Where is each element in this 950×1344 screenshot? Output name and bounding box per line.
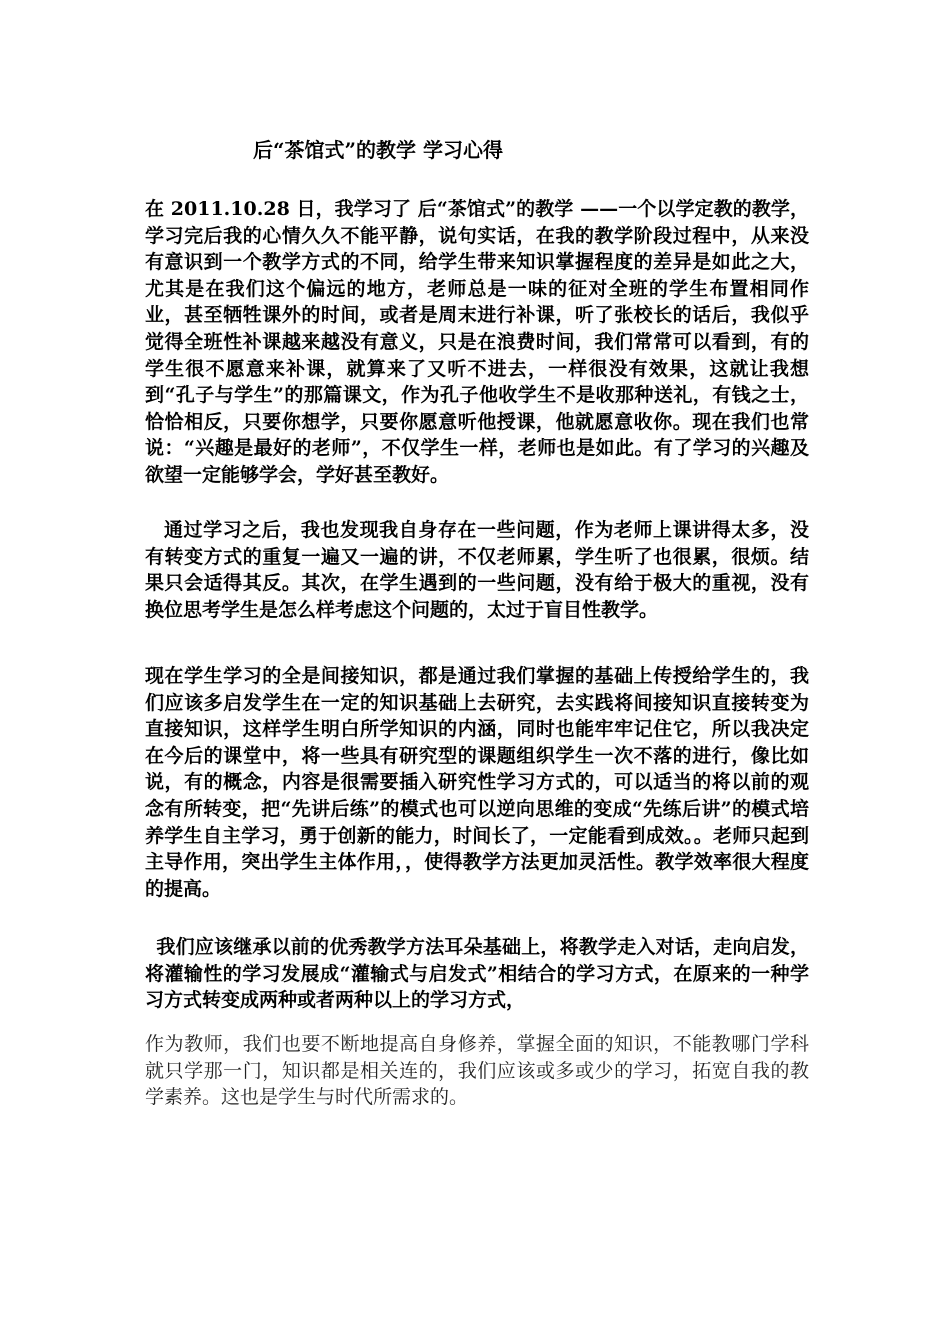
paragraph-4: 我们应该继承以前的优秀教学方法耳朵基础上，将教学走入对话，走向启发，将灌输性的学习发展成“灌输式与启发式”相结合的学习方式，在原来的一种学习方式转变成两种或者两种以上的学习方式， bbox=[145, 936, 809, 1012]
paragraph-5: 作为教师，我们也要不断地提高自身修养，掌握全面的知识，不能教哪门学科就只学那一门，知识都是相关连的，我们应该或多或少的学习，拓宽自我的教学素养。这也是学生与时代所需求的。 bbox=[145, 1033, 809, 1109]
document-title: 后“茶馆式”的教学 学习心得 bbox=[253, 138, 503, 162]
paragraph-1: 在 2011.10.28 日，我学习了 后“茶馆式”的教学 ——一个以学定教的教学，学习完后我的心情久久不能平静，说句实话，在我的教学阶段过程中，从来没有意识到一个教学方式的不同，给学生带来知识掌握程度的差异是如此之大，尤其是在我们这个偏远的地方，老师总是一味的征对全班的学生布置相同作业，甚至牺牲课外的时间，或者是周末进行补课，听了张校长的话后，我似乎觉得全班性补课越来越没有意义，只是在浪费时间，我们常常可以看到，有的学生很不愿意来补课，就算来了又听不进去，一样很没有效果，这就让我想到“孔子与学生”的那篇课文，作为孔子他收学生不是收那种送礼，有钱之士，恰恰相反，只要你想学，只要你愿意听他授课，他就愿意收你。现在我们也常说：“兴趣是最好的老师”，不仅学生一样，老师也是如此。有了学习的兴趣及欲望一定能够学会，学好甚至教好。 bbox=[145, 198, 809, 486]
paragraph-2: 通过学习之后，我也发现我自身存在一些问题，作为老师上课讲得太多，没有转变方式的重复一遍又一遍的讲，不仅老师累，学生听了也很累，很烦。结果只会适得其反。其次，在学生遇到的一些问题，没有给于极大的重视，没有换位思考学生是怎么样考虑这个问题的，太过于盲目性教学。 bbox=[145, 519, 809, 621]
paragraph-3: 现在学生学习的全是间接知识，都是通过我们掌握的基础上传授给学生的，我们应该多启发学生在一定的知识基础上去研究，去实践将间接知识直接转变为直接知识，这样学生明白所学知识的内涵，同时也能牢牢记住它，所以我决定在今后的课堂中，将一些具有研究型的课题组织学生一次不落的进行，像比如说，有的概念，内容是很需要插入研究性学习方式的，可以适当的将以前的观念有所转变，把“先讲后练”的模式也可以逆向思维的变成“先练后讲”的模式培养学生自主学习，勇于创新的能力，时间长了，一定能看到成效。。老师只起到主导作用，突出学生主体作用，，使得教学方法更加灵活性。教学效率很大程度的提高。 bbox=[145, 665, 809, 900]
